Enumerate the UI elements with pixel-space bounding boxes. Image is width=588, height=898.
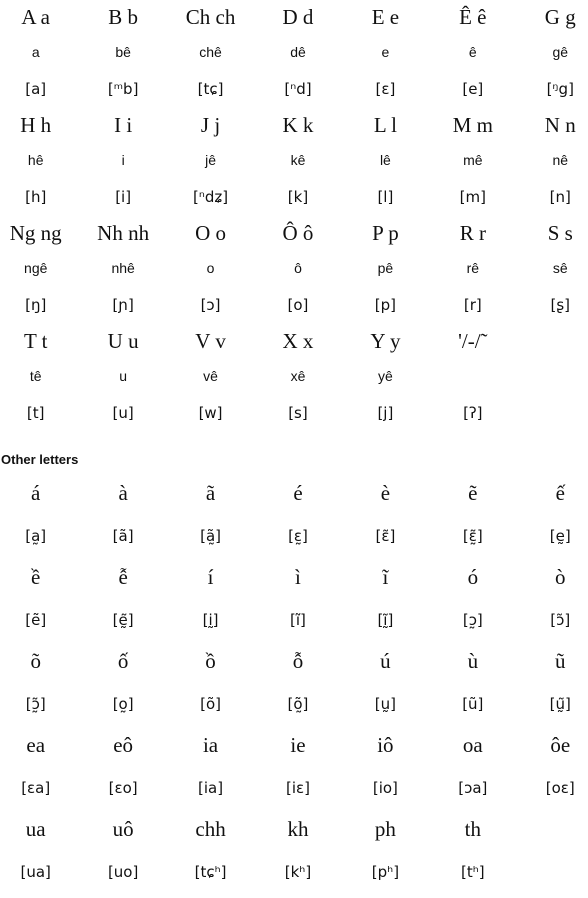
other-letter-ipa: [a̰] — [25, 526, 47, 545]
other-letter-letter: ồ — [205, 649, 216, 673]
alphabet-letter: G g — [544, 4, 576, 29]
other-letter-ipa: [ã̰] — [200, 526, 221, 545]
alphabet-ipa: [ɲ] — [112, 296, 134, 314]
alphabet-name: lê — [379, 152, 391, 168]
other-letters-title: Other letters — [1, 452, 79, 467]
alphabet-name-row — [0, 34, 588, 70]
other-letter-letter: ố — [117, 649, 129, 673]
other-ipa-row — [0, 683, 588, 724]
other-letter-ipa: [uo] — [107, 862, 139, 881]
other-letter-letter: iô — [377, 733, 394, 757]
other-letter-ipa: [io] — [372, 778, 398, 797]
other-letter-ipa: [ɔ̰] — [462, 610, 483, 629]
other-letter-ipa: [pʰ] — [371, 862, 400, 881]
alphabet-ipa-row — [0, 286, 588, 324]
alphabet-name: bê — [115, 44, 131, 60]
other-letter-letter: ua — [25, 817, 46, 841]
other-letter-ipa: [ẽ] — [25, 610, 47, 629]
alphabet-table — [0, 0, 588, 432]
alphabet-ipa: [o] — [287, 296, 309, 314]
alphabet-name: dê — [290, 44, 306, 60]
alphabet-name: e — [381, 44, 390, 60]
other-letter-letter: ôe — [550, 733, 571, 757]
alphabet-ipa: [p] — [374, 296, 397, 314]
alphabet-letter: E e — [371, 4, 400, 29]
other-letter-letter: ễ — [118, 565, 128, 589]
alphabet-name: mê — [463, 152, 483, 168]
other-letter-ipa: [ã] — [112, 526, 134, 545]
alphabet-ipa: [ɛ] — [375, 80, 396, 98]
other-letter-ipa: [tʰ] — [460, 862, 485, 881]
other-letter-letter: uô — [112, 817, 134, 841]
other-letter-ipa: [ua] — [20, 862, 51, 881]
alphabet-name: nhê — [111, 260, 135, 276]
other-letter-ipa: [oɛ] — [545, 778, 575, 797]
alphabet-ipa: [ʂ] — [550, 296, 571, 314]
other-letter-ipa: [õ̰] — [287, 694, 309, 713]
alphabet-ipa: [e] — [462, 80, 484, 98]
other-letter-letter: ph — [374, 817, 396, 841]
empty-cell — [517, 358, 588, 394]
alphabet-ipa-row — [0, 394, 588, 432]
other-letter-ipa: [ɛo] — [108, 778, 138, 797]
other-letter-ipa: [ɔ̰̃] — [25, 694, 46, 713]
alphabet-letter: U u — [107, 328, 139, 353]
alphabet-ipa: [ᵑg] — [546, 80, 574, 98]
other-letter-ipa: [ɔa] — [458, 778, 488, 797]
alphabet-name: xê — [290, 368, 306, 384]
alphabet-name: hê — [27, 152, 44, 168]
alphabet-ipa: [a] — [25, 80, 47, 98]
alphabet-ipa: [ɔ] — [200, 296, 221, 314]
alphabet-name: jê — [205, 152, 216, 168]
other-letter-letter: oa — [462, 733, 483, 757]
other-letter-row — [0, 724, 588, 767]
alphabet-letter: Y y — [370, 328, 401, 353]
alphabet-letter-row — [0, 324, 588, 358]
other-letter-ipa: [iɛ] — [285, 778, 310, 797]
other-letter-letter: í — [207, 565, 214, 589]
other-letter-row — [0, 640, 588, 683]
alphabet-letter: R r — [459, 220, 486, 245]
alphabet-letter: P p — [372, 220, 399, 245]
alphabet-name: yê — [378, 368, 393, 384]
alphabet-letter: O o — [195, 220, 227, 245]
other-letter-ipa: [õ] — [200, 694, 221, 713]
alphabet-ipa: [u] — [112, 404, 134, 422]
alphabet-letter: Nh nh — [97, 220, 150, 245]
other-letter-ipa: [ɛ̰̃] — [462, 526, 483, 545]
empty-cell — [517, 808, 588, 851]
other-letter-ipa: [ḛ] — [549, 526, 571, 545]
alphabet-letter: H h — [20, 112, 52, 137]
alphabet-ipa: [i] — [115, 188, 132, 206]
alphabet-letter: N n — [544, 112, 576, 137]
empty-cell — [517, 394, 588, 432]
alphabet-ipa: [t] — [26, 404, 45, 422]
other-letter-letter: ò — [555, 565, 566, 589]
alphabet-name: ngê — [24, 260, 48, 276]
other-letter-ipa: [ɔ̃] — [550, 610, 571, 629]
other-letter-letter: ú — [380, 649, 391, 673]
other-letter-letter: ẽ — [468, 481, 478, 505]
alphabet-letter: M m — [452, 112, 493, 137]
alphabet-name-row — [0, 358, 588, 394]
other-letter-letter: th — [464, 817, 481, 841]
alphabet-ipa-row — [0, 70, 588, 108]
other-letter-letter: ĩ — [382, 565, 389, 589]
alphabet-ipa: [tɕ] — [197, 80, 224, 98]
alphabet-name-row — [0, 142, 588, 178]
alphabet-name: a — [31, 44, 40, 60]
other-ipa-row — [0, 599, 588, 640]
alphabet-letter: A a — [21, 4, 50, 29]
alphabet-letter: L l — [373, 112, 397, 137]
alphabet-ipa: [j] — [377, 404, 394, 422]
alphabet-name: u — [119, 368, 128, 384]
other-letter-letter: ỗ — [292, 649, 304, 673]
other-letter-ipa: [ṵ] — [374, 694, 396, 713]
alphabet-ipa: [m] — [459, 188, 486, 206]
alphabet-name: ô — [294, 260, 302, 276]
other-ipa-row — [0, 515, 588, 556]
other-letter-letter: á — [31, 481, 41, 505]
empty-cell — [517, 851, 588, 892]
other-letter-ipa: [ɛa] — [21, 778, 51, 797]
alphabet-ipa: [l] — [377, 188, 394, 206]
alphabet-name: o — [206, 260, 215, 276]
other-letter-row — [0, 556, 588, 599]
other-letter-letter: ea — [26, 733, 46, 757]
other-letter-letter: chh — [195, 817, 226, 841]
other-letter-letter: è — [380, 481, 391, 505]
other-letter-row — [0, 808, 588, 851]
other-letter-letter: ia — [202, 733, 219, 757]
alphabet-letter: I i — [114, 112, 133, 137]
alphabet-letter: Ch ch — [185, 4, 236, 29]
alphabet-name-row — [0, 250, 588, 286]
other-letter-letter: ã — [205, 481, 216, 505]
alphabet-letter-row — [0, 108, 588, 142]
alphabet-letter: X x — [282, 328, 314, 353]
other-letter-ipa: [ḭ̃] — [377, 610, 394, 629]
alphabet-letter: '/-/˜ — [458, 328, 488, 353]
alphabet-ipa: [ŋ] — [25, 296, 47, 314]
alphabet-letter-row — [0, 216, 588, 250]
other-letter-ipa: [ũ] — [462, 694, 484, 713]
other-ipa-row — [0, 767, 588, 808]
alphabet-ipa: [k] — [287, 188, 309, 206]
alphabet-name: chê — [199, 44, 222, 60]
other-letter-ipa: [ĩ] — [290, 610, 306, 629]
other-letter-ipa: [ɛ̰] — [288, 526, 308, 545]
other-letter-ipa: [ṵ̃] — [549, 694, 571, 713]
other-letter-letter: ie — [290, 733, 306, 757]
other-letter-ipa: [ia] — [198, 778, 224, 797]
alphabet-letter: D d — [282, 4, 314, 29]
alphabet-name: sê — [552, 260, 568, 276]
other-letter-letter: õ — [30, 649, 41, 673]
alphabet-ipa: [ʔ] — [463, 404, 483, 422]
alphabet-letter: B b — [108, 4, 139, 29]
other-letter-letter: ề — [31, 565, 41, 589]
other-letter-letter: kh — [287, 817, 309, 841]
alphabet-letter: T t — [23, 328, 48, 353]
alphabet-ipa: [n] — [549, 188, 571, 206]
alphabet-name: rê — [466, 260, 480, 276]
other-letter-ipa: [kʰ] — [284, 862, 312, 881]
other-ipa-row — [0, 851, 588, 892]
other-letter-ipa: [o̰] — [112, 694, 134, 713]
other-letter-ipa: [ɛ̃] — [375, 526, 396, 545]
other-letter-ipa: [ḛ̃] — [112, 610, 134, 629]
alphabet-letter: Ô ô — [282, 220, 314, 245]
other-letter-letter: ế — [555, 481, 565, 505]
alphabet-name: vê — [203, 368, 218, 384]
alphabet-name: ê — [468, 44, 477, 60]
alphabet-letter: Ê ê — [459, 4, 487, 29]
other-letter-ipa: [ḭ] — [202, 610, 219, 629]
alphabet-name: i — [121, 152, 125, 168]
alphabet-name: gê — [552, 44, 569, 60]
alphabet-letter: V v — [195, 328, 226, 353]
alphabet-letter: S s — [547, 220, 573, 245]
alphabet-letter: J j — [200, 112, 221, 137]
other-letter-letter: eô — [113, 733, 134, 757]
other-letter-letter: é — [293, 481, 303, 505]
alphabet-ipa: [r] — [463, 296, 482, 314]
alphabet-letter: Ng ng — [9, 220, 62, 245]
other-letter-letter: ũ — [555, 649, 566, 673]
alphabet-name: kê — [290, 152, 306, 168]
other-letter-letter: ó — [467, 565, 479, 589]
alphabet-ipa: [s] — [288, 404, 308, 422]
alphabet-letter-row — [0, 0, 588, 34]
alphabet-table-body — [0, 0, 588, 432]
alphabet-name: tê — [29, 368, 42, 384]
other-letters-table-body — [0, 472, 588, 892]
alphabet-ipa-row — [0, 178, 588, 216]
empty-cell — [517, 324, 588, 358]
alphabet-name — [429, 358, 516, 394]
alphabet-ipa: [ⁿdʑ] — [193, 188, 229, 206]
alphabet-name: nê — [552, 152, 569, 168]
alphabet-ipa: [ᵐb] — [107, 80, 139, 98]
alphabet-ipa: [ⁿd] — [284, 80, 312, 98]
other-letter-letter: à — [118, 481, 128, 505]
other-letter-letter: ù — [467, 649, 479, 673]
alphabet-name: pê — [377, 260, 394, 276]
alphabet-letter: K k — [282, 112, 314, 137]
other-letter-letter: ì — [295, 565, 301, 589]
other-letters-table — [0, 472, 588, 892]
alphabet-ipa: [h] — [25, 188, 47, 206]
alphabet-ipa: [w] — [198, 404, 223, 422]
other-letter-ipa: [tɕʰ] — [194, 862, 227, 881]
other-letter-row — [0, 472, 588, 515]
